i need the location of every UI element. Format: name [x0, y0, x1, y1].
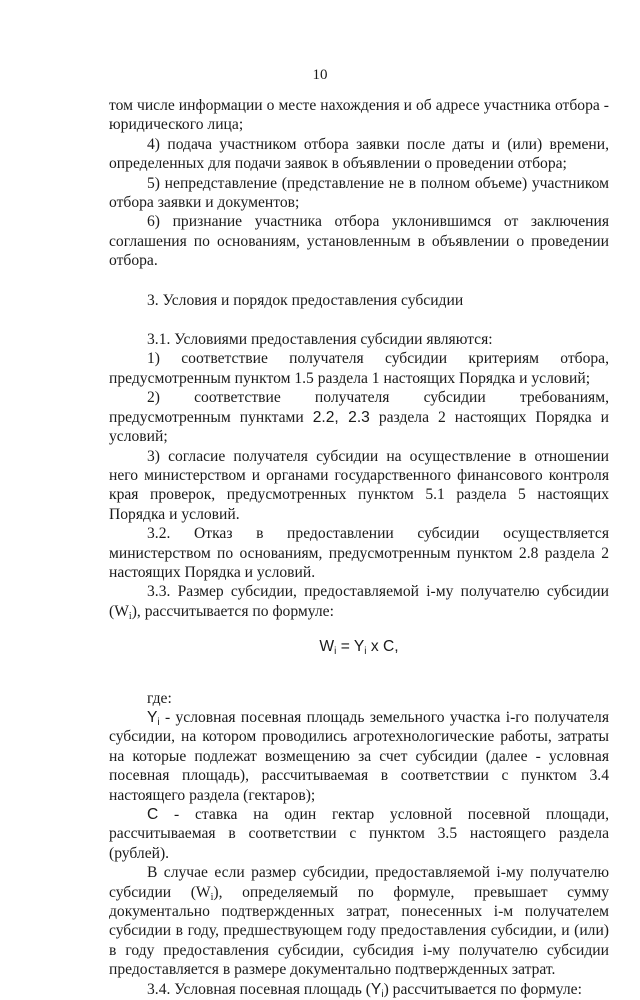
document-body [109, 96, 609, 999]
section-heading: 3. Условия и порядок предоставления субсидии [147, 291, 464, 309]
symbol-c: С [147, 806, 159, 823]
text-run: В случае если размер субсидии, предоставляемой i-му получателю субсидии (W [109, 864, 609, 901]
page-number: 10 [312, 67, 328, 83]
paragraph: где: [147, 689, 172, 707]
formula-rest: x C, [366, 638, 399, 656]
text-run: 3.3. Размер субсидии, предоставляемой i-му получателю субсидии (W [109, 583, 609, 620]
text-run: ) рассчитывается по формуле: [383, 980, 582, 998]
subscript: i [381, 988, 384, 1000]
symbol-y: Y [147, 708, 158, 726]
paragraph: 3.1. Условиями предоставления субсидии являются: [147, 331, 493, 349]
text-run: - ставка на один гектар условной посевной площади, рассчитываемая в соответствии с пунктом 3.5 настоящего раздела (рублей). [109, 806, 609, 862]
formula-w: W [319, 638, 335, 656]
formula [109, 637, 609, 656]
symbol-y: Y [370, 980, 382, 998]
paragraph [109, 582, 609, 621]
subscript: i [364, 646, 367, 658]
text-run: раздела 2 настоящих Порядка и условий; [109, 408, 609, 446]
paragraph: 5) непредставление (представление не в полном объеме) участником отбора заявки и документов; [109, 174, 609, 212]
subscript: i [334, 646, 337, 658]
paragraph [109, 708, 609, 805]
text-run: 2.2, 2.3 [312, 408, 370, 426]
text-run: ), рассчитывается по формуле: [131, 602, 334, 620]
subscript: i [210, 891, 214, 903]
text-run: - условная посевная площадь земельного участка i-го получателя субсидии, на котором проводились агротехнологические работы, затраты на которые подлежат возмещению за счет субсидии (далее - условная посевная площадь), рассчитываемая в соответствии с пунктом 3.4 настоящего раздела (гектаров); [109, 708, 609, 804]
paragraph [109, 863, 609, 979]
paragraph: 1) соответствие получателя субсидии критериям отбора, предусмотренным пунктом 1.5 раздела 1 настоящих Порядка и условий; [109, 350, 609, 387]
paragraph [109, 805, 609, 863]
subscript: i [128, 610, 132, 622]
paragraph: 6) признание участника отбора уклонившимся от заключения соглашения по основаниям, установленным в объявлении о проведении отбора. [109, 213, 609, 270]
paragraph: 4) подача участником отбора заявки после даты и (или) времени, определенных для подачи заявок в объявлении о проведении отбора; [109, 135, 609, 173]
formula-eq: = [336, 638, 354, 656]
formula-y: Y [353, 638, 365, 656]
paragraph: том числе информации о месте нахождения и об адресе участника отбора - юридического лица; [109, 97, 609, 134]
text-run: 3.4. Условная посевная площадь ( [147, 980, 371, 998]
text-run: 2) соответствие получателя субсидии требованиям, предусмотренным пунктами [109, 389, 609, 426]
paragraph: 3.2. Отказ в предоставлении субсидии осуществляется министерством по основаниям, предусмотренным пунктом 2.8 раздела 2 настоящих Порядка и условий. [109, 525, 609, 581]
paragraph [109, 388, 609, 446]
text-run: ), определяемый по формуле, превышает сумму документально подтвержденных затрат, понесенных i-м получателем субсидии в году, предшествующем году предоставления субсидии, и (или) в году предоставления субсидии, субсидия i-му получателю субсидии предоставляется в размере документально подтвержденных затрат. [109, 883, 610, 979]
paragraph: 3) согласие получателя субсидии на осуществление в отношении него министерством и органами государственного финансового контроля края проверок, предусмотренных пунктом 5.1 раздела 5 настоящих Порядка и условий. [109, 447, 609, 523]
subscript: i [157, 716, 160, 728]
paragraph [109, 980, 609, 999]
